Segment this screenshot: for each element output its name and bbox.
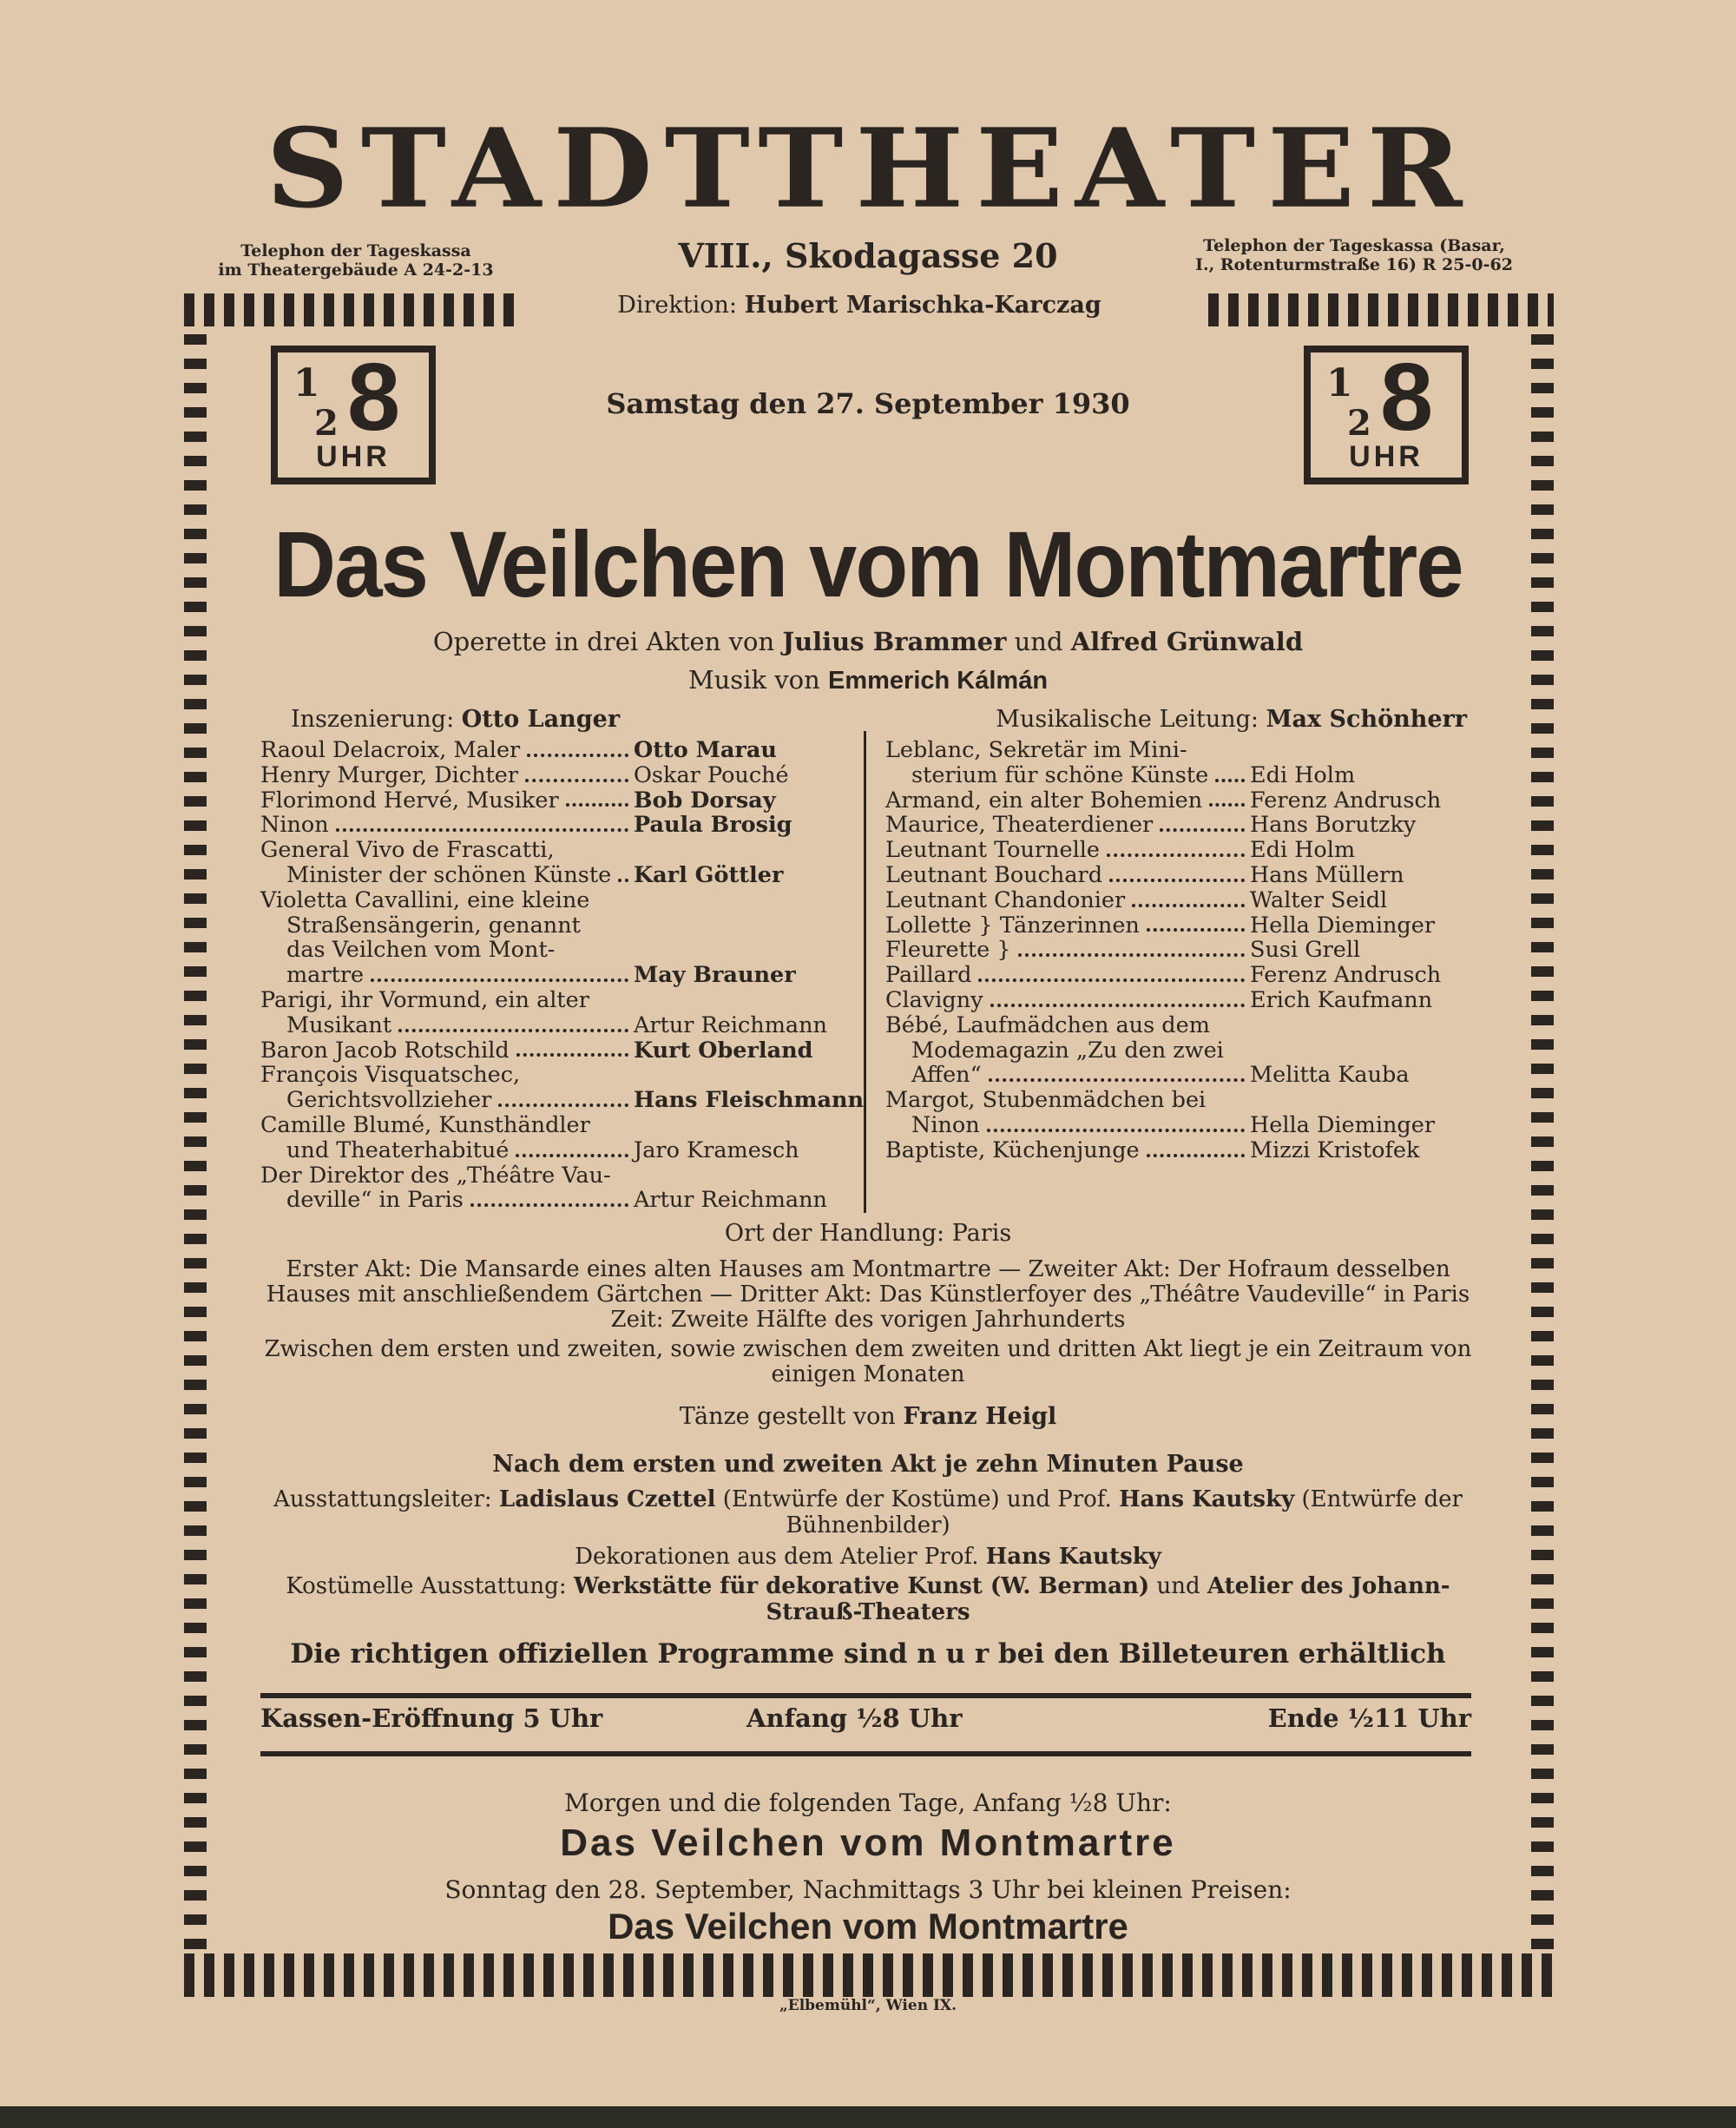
design-note-1: (Entwürfe der Kostüme) und Prof. [722, 1486, 1112, 1512]
cast-list-right [885, 738, 1476, 1163]
cast-row [260, 738, 859, 763]
cast-role: Minister der schönen Künste [286, 861, 612, 888]
designer-1: Ladislaus Czettel [498, 1486, 716, 1512]
cast-actor: Melitta Kauba [1250, 1062, 1410, 1089]
cast-role: Baptiste, Küchenjunge [885, 1136, 1140, 1163]
cast-role: Leutnant Tournelle [885, 837, 1101, 864]
cast-actor: Jaro Kramesch [634, 1136, 799, 1163]
cast-row [885, 888, 1476, 913]
cast-row [885, 1113, 1476, 1138]
cast-row [885, 988, 1476, 1013]
cast-actor: Artur Reichmann [634, 1187, 827, 1214]
musical-direction-credit [877, 705, 1467, 735]
cast-row [885, 838, 1476, 863]
cast-row [885, 963, 1476, 988]
cast-role: Lollette } Tänzerinnen [885, 912, 1140, 939]
column-divider [864, 731, 866, 1213]
cast-role: Clavigny [885, 986, 983, 1013]
costumes-and: und [1156, 1573, 1200, 1599]
cast-actor: Kurt Oberland [634, 1037, 813, 1064]
direction-line [521, 292, 1198, 319]
cast-row [260, 1063, 859, 1088]
acts-line: Zeit: Zweite Hälfte des vorigen Jahrhunderts [610, 1307, 1126, 1333]
cast-role: Leblanc, Sekretär im Mini- [885, 737, 1187, 763]
acts-line: Hauses mit anschließendem Gärtchen — Dritter Akt: Das Künstlerfoyer des „Théâtre Vaudeville“ in Paris [266, 1281, 1470, 1308]
upcoming-text: Morgen und die folgenden Tage, Anfang ½8 Uhr: [564, 1789, 1172, 1817]
phone-left-line: Telephon der Tageskassa [240, 241, 471, 260]
cast-role: Ninon [911, 1111, 980, 1138]
design-note-3: Bühnenbilder) [786, 1512, 950, 1538]
dances-prefix: Tänze gestellt von [679, 1403, 896, 1430]
music-prefix: Musik von [687, 665, 820, 695]
border-top-left [184, 293, 514, 326]
dances-credit [0, 1402, 1736, 1432]
setting: Ort der Handlung: Paris [724, 1220, 1012, 1247]
cast-actor: May Brauner [634, 962, 796, 989]
cast-row [885, 863, 1476, 888]
cast-role: Modemagazin „Zu den zwei [911, 1037, 1224, 1064]
cast-list-left [260, 737, 865, 1214]
upcoming-title: Das Veilchen vom Montmartre [608, 1906, 1128, 1947]
decorations-prefix: Dekorationen aus dem Atelier Prof. [575, 1544, 979, 1570]
cast-row [260, 1138, 859, 1163]
cast-actor: Erich Kaufmann [1250, 986, 1433, 1013]
cast-actor: Oskar Pouché [634, 761, 789, 788]
subtitle-and: und [1014, 627, 1063, 656]
cast-actor: Paula Brosig [634, 812, 792, 839]
decorations-credit [0, 1542, 1736, 1571]
cast-row [260, 963, 859, 988]
composer: Emmerich Kálmán [828, 667, 1049, 695]
scan-background [0, 2106, 1736, 2128]
cast-role: Armand, ein alter Bohemien [885, 787, 1203, 814]
cast-row [885, 938, 1476, 963]
design-note-2: (Entwürfe der [1301, 1486, 1463, 1512]
cast-actor: Hella Dieminger [1250, 1111, 1436, 1138]
end-time: Ende ½11 Uhr [1267, 1703, 1471, 1733]
cast-row [260, 1038, 859, 1064]
cast-row [260, 838, 859, 863]
cast-role: Baron Jacob Rotschild [260, 1037, 510, 1064]
cast-row [885, 738, 1476, 763]
badge-hour: 8 [1380, 344, 1434, 451]
upcoming-text: Sonntag den 28. September, Nachmittags 3 Uhr bei kleinen Preisen: [444, 1875, 1292, 1904]
cast-row [260, 1013, 859, 1038]
cast-row [885, 1013, 1476, 1038]
acts-line: Erster Akt: Die Mansarde eines alten Hauses am Montmartre — Zweiter Akt: Der Hofraum desselben [286, 1256, 1450, 1282]
cast-actor: Otto Marau [634, 737, 777, 763]
author-1: Julius Brammer [782, 627, 1007, 656]
choreographer: Franz Heigl [903, 1403, 1057, 1430]
cast-actor: Susi Grell [1250, 937, 1361, 964]
cast-actor: Bob Dorsay [634, 787, 776, 814]
cast-actor: Hans Fleischmann [634, 1087, 865, 1114]
badge-fraction-den: 2 [1347, 403, 1371, 444]
director-name: Hubert Marischka-Karczag [744, 292, 1101, 319]
cast-actor: Hans Müllern [1250, 861, 1404, 888]
staging-label: Inszenierung: [291, 706, 455, 733]
cast-role: Affen“ [911, 1062, 982, 1089]
cast-actor: Ferenz Andrusch [1250, 962, 1442, 989]
cast-role: Leutnant Chandonier [885, 886, 1126, 913]
cast-row [885, 1063, 1476, 1088]
cast-row [260, 938, 859, 963]
subtitle-prefix: Operette in drei Akten von [432, 627, 775, 656]
staging-credit [291, 705, 620, 735]
cast-row [260, 988, 859, 1013]
cast-role: Der Direktor des „Théâtre Vau- [260, 1162, 611, 1189]
cast-role: François Visquatschec, [260, 1062, 521, 1089]
direction-label: Direktion: [617, 292, 737, 319]
upcoming-title: Das Veilchen vom Montmartre [560, 1822, 1176, 1864]
rule-top [260, 1693, 1471, 1698]
cast-row [885, 913, 1476, 939]
cast-role: und Theaterhabitué [286, 1136, 510, 1163]
programme-note: Die richtigen offiziellen Programme sind n u r bei den Billeteuren erhältlich [290, 1638, 1446, 1670]
cast-row [260, 863, 859, 888]
performance-date: Samstag den 27. September 1930 [606, 387, 1130, 420]
costumes-workshop: Werkstätte für dekorative Kunst (W. Berman) [573, 1573, 1150, 1599]
cast-role: Straßensängerin, genannt [286, 912, 581, 939]
cast-row [885, 813, 1476, 838]
start-time: Anfang ½8 Uhr [746, 1703, 963, 1733]
cast-role: Camille Blumé, Kunsthändler [260, 1111, 590, 1138]
costumes-atelier: Atelier des Johann- [1207, 1573, 1450, 1599]
cast-actor: Hella Dieminger [1250, 912, 1436, 939]
decorations-name: Hans Kautsky [985, 1544, 1161, 1570]
cast-role: General Vivo de Frascatti, [260, 837, 555, 864]
cast-row [260, 888, 859, 913]
theater-address: VIII., Skodagasse 20 [678, 236, 1058, 275]
cast-role: Maurice, Theaterdiener [885, 812, 1154, 839]
phone-left-line: im Theatergebäude A 24-2-13 [218, 260, 494, 280]
design-label: Ausstattungsleiter: [273, 1486, 492, 1512]
phone-right-line: I., Rotenturmstraße 16) R 25-0-62 [1195, 255, 1513, 274]
cast-actor: Mizzi Kristofek [1250, 1136, 1420, 1163]
phone-right-line: Telephon der Tageskassa (Basar, [1203, 236, 1505, 255]
cast-row [260, 1163, 859, 1189]
theater-name: STADTTHEATER [266, 104, 1475, 234]
cast-row [260, 813, 859, 838]
badge-unit: UHR [316, 440, 391, 473]
cast-row [260, 913, 859, 939]
cast-role: Florimond Hervé, Musiker [260, 787, 559, 814]
phone-box-office-right [1159, 236, 1549, 274]
cast-row [260, 763, 859, 788]
cast-row [885, 788, 1476, 814]
cast-role: sterium für schöne Künste [911, 761, 1209, 788]
border-bottom [184, 1953, 1554, 1997]
cast-role: Margot, Stubenmädchen bei [885, 1087, 1207, 1114]
subtitle [0, 627, 1736, 656]
play-title: Das Veilchen vom Montmartre [273, 511, 1463, 616]
costumes-credit [0, 1573, 1736, 1625]
designer-2: Hans Kautsky [1119, 1486, 1295, 1512]
design-credit [0, 1486, 1736, 1538]
cast-actor: Karl Göttler [634, 861, 784, 888]
staging-name: Otto Langer [461, 706, 621, 733]
cast-role: Paillard [885, 962, 972, 989]
badge-fraction-num: 1 [293, 361, 320, 405]
cast-actor: Edi Holm [1250, 761, 1356, 788]
cast-actor: Edi Holm [1250, 837, 1356, 864]
badge-fraction-den: 2 [314, 403, 339, 444]
interval-note [0, 1337, 1736, 1387]
musical-direction-label: Musikalische Leitung: [996, 706, 1259, 733]
cast-role: Bébé, Laufmädchen aus dem [885, 1011, 1210, 1038]
costumes-atelier-cont: Strauß-Theaters [766, 1599, 970, 1625]
costumes-label: Kostümelle Ausstattung: [286, 1573, 567, 1599]
cast-row [260, 1113, 859, 1138]
cast-role: Ninon [260, 812, 329, 839]
cast-actor: Ferenz Andrusch [1250, 787, 1442, 814]
cast-row [260, 1188, 859, 1213]
cast-row [885, 763, 1476, 788]
interval-line: einigen Monaten [771, 1361, 965, 1387]
cast-actor: Hans Borutzky [1250, 812, 1417, 839]
cast-actor: Artur Reichmann [634, 1011, 827, 1038]
badge-fraction-num: 1 [1326, 361, 1353, 405]
music-credit [0, 665, 1736, 695]
cast-row [260, 1087, 865, 1114]
cast-role: das Veilchen vom Mont- [286, 937, 556, 964]
author-2: Alfred Grünwald [1070, 627, 1304, 656]
cast-row [260, 788, 859, 814]
cast-actor: Walter Seidl [1250, 886, 1388, 913]
cast-role: martre [286, 962, 365, 989]
cast-role: Fleurette } [885, 937, 1011, 964]
badge-unit: UHR [1349, 440, 1424, 473]
cast-role: Gerichtsvollzieher [286, 1087, 492, 1114]
interval-line: Zwischen dem ersten und zweiten, sowie zwischen dem zweiten und dritten Akt liegt je ein Zeitraum von [264, 1336, 1472, 1362]
cast-row [885, 1138, 1476, 1163]
cast-role: Leutnant Bouchard [885, 861, 1103, 888]
pause-note: Nach dem ersten und zweiten Akt je zehn Minuten Pause [492, 1451, 1244, 1478]
badge-hour: 8 [347, 344, 401, 451]
cast-role: Henry Murger, Dichter [260, 761, 519, 788]
acts-description [0, 1257, 1736, 1333]
border-top-right [1208, 293, 1554, 326]
cast-role: deville“ in Paris [286, 1187, 464, 1214]
rule-bottom [260, 1751, 1471, 1756]
cast-role: Raoul Delacroix, Maler [260, 737, 521, 763]
cast-role: Violetta Cavallini, eine kleine [260, 886, 590, 913]
printer-imprint: „Elbemühl“, Wien IX. [779, 1997, 957, 2014]
musical-director-name: Max Schönherr [1266, 706, 1467, 733]
phone-box-office-left [182, 241, 529, 280]
cast-row [885, 1088, 1476, 1113]
cast-role: Musikant [286, 1011, 392, 1038]
cast-role: Parigi, ihr Vormund, ein alter [260, 986, 589, 1013]
box-office-opening: Kassen-Eröffnung 5 Uhr [260, 1703, 603, 1733]
cast-row [885, 1038, 1476, 1064]
